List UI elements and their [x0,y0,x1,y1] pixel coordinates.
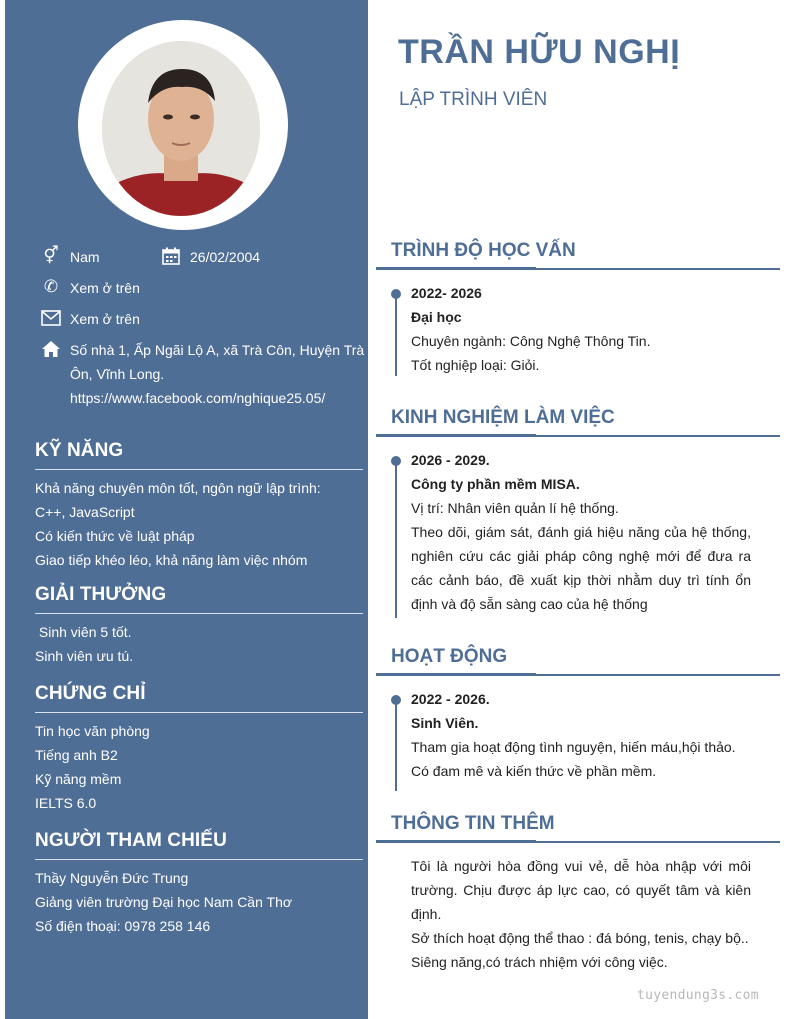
job-title: LẬP TRÌNH VIÊN [399,89,548,110]
education-entry [411,281,751,377]
references-divider [35,859,363,860]
education-degree: Đại học [411,309,462,325]
gender-icon: ⚥ [43,246,59,265]
references-heading: NGƯỜI THAM CHIẾU [35,830,227,851]
birthdate-row [160,245,260,269]
birthdate-value: 26/02/2004 [190,249,261,265]
gender-value: Nam [70,249,100,265]
activities-divider [376,674,780,676]
phone-row [40,276,140,300]
activities-line: Tham gia hoạt động tình nguyện, hiến máu,hội thảo. [411,739,736,755]
activities-entry [411,687,751,783]
reference-item: Thầy Nguyễn Đức Trung [35,870,189,886]
education-timeline [395,294,397,376]
skill-item: Khả năng chuyên môn tốt, ngôn ngữ lập trình: [35,480,321,496]
education-heading: TRÌNH ĐỘ HỌC VẤN [391,240,576,261]
extra-info-paragraph: Tôi là người hòa đồng vui vẻ, dễ hòa nhập với môi trường. Chịu được áp lực cao, có quyết tâm và kiên định. [411,858,751,922]
skill-item: Giao tiếp khéo léo, khả năng làm việc nhóm [35,552,308,568]
awards-list [35,620,133,668]
address-line2: Ôn, Vĩnh Long. [70,366,165,382]
certificate-item: Kỹ năng mềm [35,771,122,787]
skill-item: Có kiến thức về luật pháp [35,528,195,544]
certificate-item: Tin học văn phòng [35,723,150,739]
experience-company: Công ty phần mềm MISA. [411,476,580,492]
home-icon [40,338,62,360]
activities-timeline [395,699,397,791]
address-row [40,338,364,410]
certificate-item: IELTS 6.0 [35,795,97,811]
education-grade: Tốt nghiệp loại: Giỏi. [411,357,540,373]
award-item: Sinh viên ưu tú. [35,648,134,664]
phone-value: Xem ở trên [70,280,140,296]
activities-period: 2022 - 2026. [411,691,490,707]
experience-position: Vị trí: Nhân viên quản lí hệ thống. [411,500,619,516]
experience-period: 2026 - 2029. [411,452,490,468]
extra-info-heading: THÔNG TIN THÊM [391,813,555,834]
skills-list [35,476,321,572]
experience-description: Theo dõi, giám sát, đánh giá hiệu năng của hệ thống, nghiên cứu các giải pháp công nghệ mới để đưa ra các cảnh báo, đề xuất kịp thời nhằm duy trì tính ổn định và độ sẵn sàng cao của hệ thống [411,524,751,612]
activities-timeline-dot [391,695,401,705]
full-name: TRẦN HỮU NGHỊ [398,33,681,71]
watermark: tuyendung3s.com [637,988,759,1003]
awards-divider [35,613,363,614]
phone-icon: ✆ [43,277,59,296]
education-major: Chuyên ngành: Công Nghệ Thông Tin. [411,333,651,349]
skills-heading: KỸ NĂNG [35,440,124,461]
experience-timeline-dot [391,456,401,466]
activities-heading: HOẠT ĐỘNG [391,646,508,667]
email-value: Xem ở trên [70,311,140,327]
facebook-link[interactable]: https://www.facebook.com/nghique25.05/ [70,390,326,406]
certificates-divider [35,712,363,713]
education-timeline-dot [391,289,401,299]
calendar-icon [160,245,182,267]
skills-divider [35,469,363,470]
certificates-heading: CHỨNG CHỈ [35,683,146,704]
reference-item: Giảng viên trường Đại học Nam Cần Thơ [35,894,293,910]
address-line1: Số nhà 1, Ấp Ngãi Lộ A, xã Trà Côn, Huyện Trà [70,342,365,358]
awards-heading: GIẢI THƯỞNG [35,584,167,605]
extra-info-entry [411,854,751,974]
email-row [40,307,140,331]
reference-item: Số điện thoại: 0978 258 146 [35,918,211,934]
education-divider [376,268,780,270]
education-period: 2022- 2026 [411,285,482,301]
avatar [102,41,260,216]
skill-item: C++, JavaScript [35,504,135,520]
activities-role: Sinh Viên. [411,715,479,731]
certificate-item: Tiếng anh B2 [35,747,118,763]
references-list [35,866,292,938]
extra-info-divider [376,841,780,843]
activities-line: Có đam mê và kiến thức về phần mềm. [411,763,657,779]
experience-entry [411,448,751,616]
mail-icon [40,307,62,329]
certificates-list [35,719,150,815]
extra-info-line: Sở thích hoạt động thể thao : đá bóng, tenis, chạy bộ.. [411,930,749,946]
experience-divider [376,435,780,437]
experience-timeline [395,460,397,618]
award-item: Sinh viên 5 tốt. [35,624,132,640]
gender-row [40,245,100,269]
extra-info-line: Siêng năng,có trách nhiệm với công việc. [411,954,668,970]
avatar-portrait [102,41,260,216]
experience-heading: KINH NGHIỆM LÀM VIỆC [391,407,615,428]
avatar-frame [78,20,288,230]
